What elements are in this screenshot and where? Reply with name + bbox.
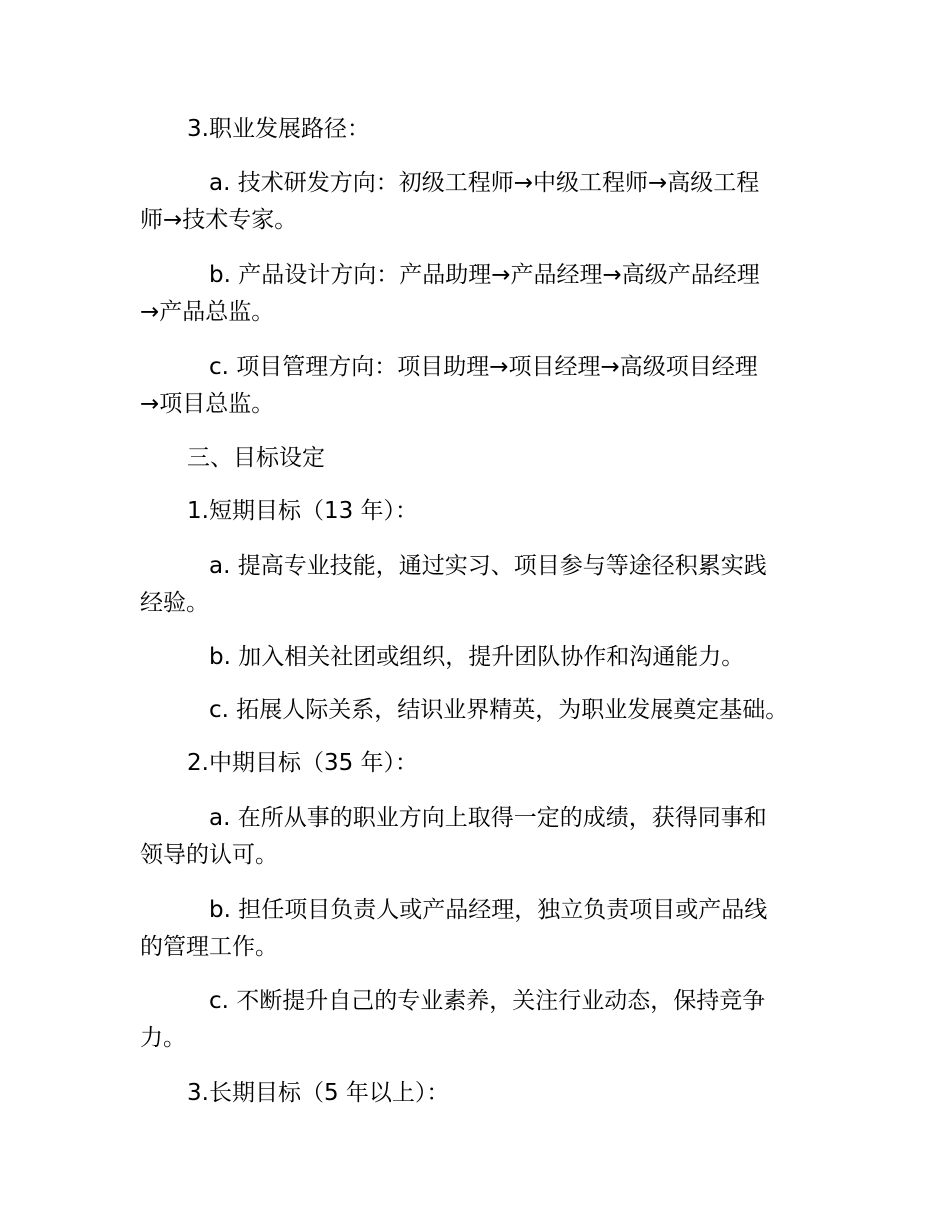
text-line: 的管理工作。 bbox=[140, 934, 278, 960]
section-heading-goals bbox=[140, 440, 855, 477]
text-line: b. 加入相关社团或组织，提升团队协作和沟通能力。 bbox=[209, 644, 745, 670]
text-line: b. 产品设计方向：产品助理→产品经理→高级产品经理 bbox=[209, 262, 760, 288]
text-line: 1.短期目标（13 年）： bbox=[187, 498, 419, 524]
paragraph-mid-a bbox=[140, 800, 808, 874]
text-line: a. 技术研发方向：初级工程师→中级工程师→高级工程 bbox=[209, 170, 760, 196]
text-line: 领导的认可。 bbox=[140, 842, 278, 868]
paragraph-product-path bbox=[140, 257, 808, 331]
paragraph-short-c bbox=[140, 692, 808, 729]
text-line: a. 在所从事的职业方向上取得一定的成绩，获得同事和 bbox=[209, 805, 767, 831]
paragraph-tech-path bbox=[140, 165, 808, 239]
paragraph-short-a bbox=[140, 548, 808, 622]
text-line: →项目总监。 bbox=[140, 391, 275, 417]
paragraph-mid-c bbox=[140, 983, 808, 1057]
heading-short-term bbox=[140, 493, 855, 530]
text-line: 三、目标设定 bbox=[187, 445, 325, 471]
paragraph-short-b bbox=[140, 639, 808, 676]
text-line: 师→技术专家。 bbox=[140, 207, 298, 233]
heading-long-term bbox=[140, 1075, 855, 1112]
text-line: c. 拓展人际关系，结识业界精英，为职业发展奠定基础。 bbox=[209, 697, 789, 723]
heading-career-path bbox=[140, 111, 855, 148]
paragraph-project-path bbox=[140, 349, 808, 423]
text-line: 3.职业发展路径： bbox=[187, 116, 370, 142]
text-line: 经验。 bbox=[140, 590, 209, 616]
text-line: c. 项目管理方向：项目助理→项目经理→高级项目经理 bbox=[209, 354, 758, 380]
paragraph-mid-b bbox=[140, 892, 808, 966]
text-line: a. 提高专业技能，通过实习、项目参与等途径积累实践 bbox=[209, 553, 767, 579]
text-line: b. 担任项目负责人或产品经理，独立负责项目或产品线 bbox=[209, 897, 768, 923]
text-line: 3.长期目标（5 年以上）： bbox=[187, 1080, 450, 1106]
text-line: c. 不断提升自己的专业素养，关注行业动态，保持竞争 bbox=[209, 988, 766, 1014]
text-line: 力。 bbox=[140, 1025, 186, 1051]
text-line: 2.中期目标（35 年）： bbox=[187, 750, 419, 776]
text-line: →产品总监。 bbox=[140, 299, 275, 325]
heading-mid-term bbox=[140, 745, 855, 782]
